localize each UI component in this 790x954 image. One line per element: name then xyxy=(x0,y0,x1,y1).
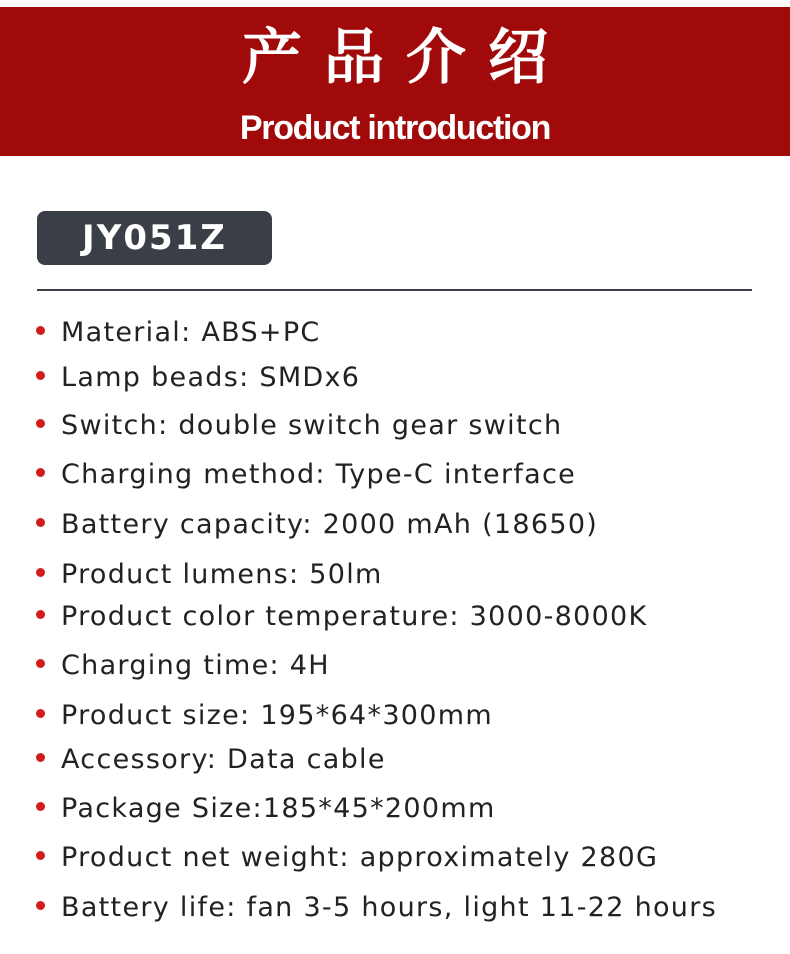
section-divider xyxy=(37,289,752,291)
spec-text: Lamp beads: SMDx6 xyxy=(61,362,361,393)
spec-item-battery-capacity xyxy=(36,505,598,545)
spec-item-material xyxy=(36,313,321,353)
spec-item-lamp-beads xyxy=(36,358,360,398)
spec-item-charging-time xyxy=(36,646,330,686)
spec-item-switch xyxy=(36,406,562,446)
bullet-dot-icon xyxy=(36,518,45,527)
bullet-dot-icon xyxy=(36,901,45,910)
spec-text: Battery life: fan 3-5 hours, light 11-22 hours xyxy=(61,892,717,923)
spec-item-charging-method xyxy=(36,455,576,495)
banner-title-chinese: 产品介绍 xyxy=(242,23,570,93)
header-banner xyxy=(0,7,790,156)
spec-text: Product net weight: approximately 280G xyxy=(61,842,659,873)
spec-text: Package Size:185*45*200mm xyxy=(61,793,496,824)
bullet-dot-icon xyxy=(36,419,45,428)
spec-text: Product color temperature: 3000-8000K xyxy=(61,601,648,632)
spec-text: Product lumens: 50lm xyxy=(61,559,383,590)
spec-item-lumens xyxy=(36,555,383,595)
bullet-dot-icon xyxy=(36,753,45,762)
bullet-dot-icon xyxy=(36,851,45,860)
spec-item-package-size xyxy=(36,789,496,829)
spec-item-product-size xyxy=(36,696,493,736)
banner-title-english: Product introduction xyxy=(239,109,551,147)
spec-item-color-temperature xyxy=(36,597,648,637)
bullet-dot-icon xyxy=(36,568,45,577)
bullet-dot-icon xyxy=(36,326,45,335)
spec-text: Charging method: Type-C interface xyxy=(61,459,577,490)
model-badge xyxy=(37,211,272,265)
bullet-dot-icon xyxy=(36,468,45,477)
spec-item-net-weight xyxy=(36,838,658,878)
spec-text: Accessory: Data cable xyxy=(61,744,386,775)
spec-text: Switch: double switch gear switch xyxy=(61,410,563,441)
spec-text: Charging time: 4H xyxy=(61,650,330,681)
spec-text: Material: ABS+PC xyxy=(61,317,321,348)
bullet-dot-icon xyxy=(36,709,45,718)
bullet-dot-icon xyxy=(36,371,45,380)
spec-text: Battery capacity: 2000 mAh (18650) xyxy=(61,509,599,540)
spec-text: Product size: 195*64*300mm xyxy=(61,700,493,731)
bullet-dot-icon xyxy=(36,610,45,619)
model-number: JY051Z xyxy=(82,218,227,258)
spec-item-accessory xyxy=(36,740,386,780)
bullet-dot-icon xyxy=(36,659,45,668)
bullet-dot-icon xyxy=(36,802,45,811)
spec-item-battery-life xyxy=(36,888,717,928)
